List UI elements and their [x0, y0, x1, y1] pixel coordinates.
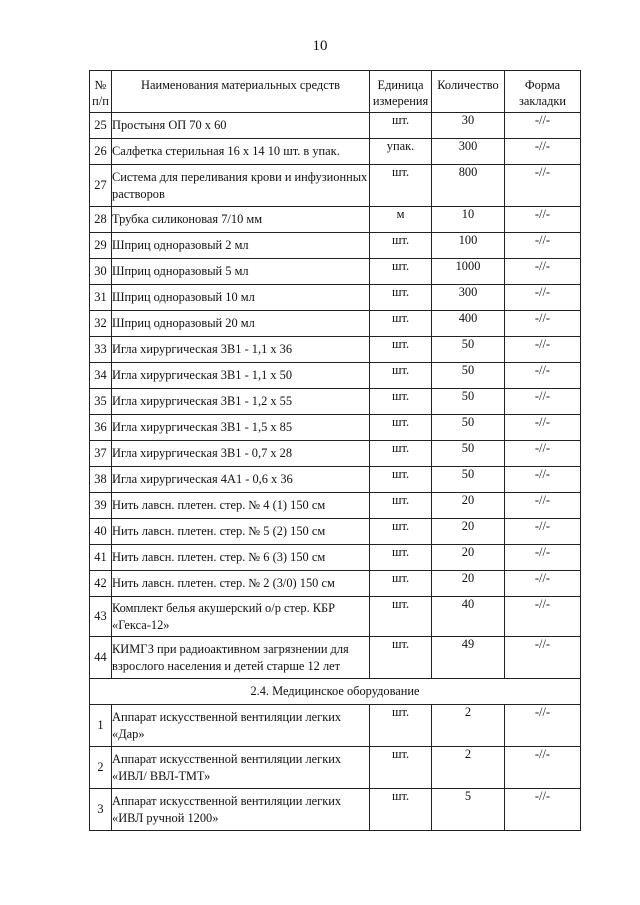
cell-name: Игла хирургическая 3В1 - 1,5 х 85: [112, 415, 370, 441]
cell-form: -//-: [505, 467, 581, 493]
cell-qty: 300: [432, 139, 505, 165]
header-unit: Единица измерения: [370, 71, 432, 113]
cell-unit: шт.: [370, 285, 432, 311]
cell-num: 40: [90, 519, 112, 545]
table-row: [90, 637, 581, 679]
table-row: [90, 337, 581, 363]
table-row: [90, 789, 581, 831]
cell-name: Игла хирургическая 3В1 - 0,7 х 28: [112, 441, 370, 467]
table-row: [90, 597, 581, 637]
table-row: [90, 747, 581, 789]
cell-qty: 50: [432, 415, 505, 441]
cell-form: -//-: [505, 545, 581, 571]
cell-name: Шприц одноразовый 5 мл: [112, 259, 370, 285]
table-row: [90, 363, 581, 389]
header-qty: Количество: [432, 71, 505, 113]
cell-qty: 50: [432, 337, 505, 363]
cell-unit: шт.: [370, 467, 432, 493]
cell-unit: шт.: [370, 637, 432, 679]
cell-form: -//-: [505, 311, 581, 337]
cell-num: 37: [90, 441, 112, 467]
table-row: [90, 493, 581, 519]
cell-form: -//-: [505, 637, 581, 679]
cell-qty: 40: [432, 597, 505, 637]
cell-form: -//-: [505, 207, 581, 233]
table-row: [90, 545, 581, 571]
cell-num: 36: [90, 415, 112, 441]
cell-name: Игла хирургическая 4А1 - 0,6 х 36: [112, 467, 370, 493]
cell-unit: шт.: [370, 363, 432, 389]
table-row: [90, 311, 581, 337]
cell-unit: шт.: [370, 493, 432, 519]
cell-num: 27: [90, 165, 112, 207]
cell-name: Аппарат искусственной вентиляции легких «Дар»: [112, 705, 370, 747]
cell-qty: 50: [432, 363, 505, 389]
cell-name: Аппарат искусственной вентиляции легких «ИВЛ/ ВВЛ-ТМТ»: [112, 747, 370, 789]
cell-unit: шт.: [370, 747, 432, 789]
cell-unit: шт.: [370, 113, 432, 139]
table-row: [90, 285, 581, 311]
cell-num: 43: [90, 597, 112, 637]
cell-num: 25: [90, 113, 112, 139]
cell-form: -//-: [505, 139, 581, 165]
cell-form: -//-: [505, 789, 581, 831]
cell-unit: шт.: [370, 165, 432, 207]
table-body: [90, 113, 581, 831]
table-row: [90, 415, 581, 441]
cell-num: 1: [90, 705, 112, 747]
cell-name: Шприц одноразовый 2 мл: [112, 233, 370, 259]
cell-unit: шт.: [370, 441, 432, 467]
table-row: [90, 519, 581, 545]
cell-num: 33: [90, 337, 112, 363]
cell-name: Нить лавсн. плетен. стер. № 4 (1) 150 см: [112, 493, 370, 519]
cell-form: -//-: [505, 285, 581, 311]
cell-form: -//-: [505, 597, 581, 637]
cell-qty: 30: [432, 113, 505, 139]
cell-name: Нить лавсн. плетен. стер. № 6 (3) 150 см: [112, 545, 370, 571]
cell-qty: 50: [432, 441, 505, 467]
cell-num: 39: [90, 493, 112, 519]
table-row: [90, 233, 581, 259]
table-row: [90, 207, 581, 233]
cell-unit: м: [370, 207, 432, 233]
cell-form: -//-: [505, 493, 581, 519]
cell-name: Нить лавсн. плетен. стер. № 2 (3/0) 150 см: [112, 571, 370, 597]
cell-form: -//-: [505, 363, 581, 389]
cell-unit: шт.: [370, 311, 432, 337]
cell-num: 30: [90, 259, 112, 285]
section-title: 2.4. Медицинское оборудование: [90, 679, 581, 705]
cell-qty: 50: [432, 389, 505, 415]
table-row: [90, 389, 581, 415]
cell-name: Простыня ОП 70 х 60: [112, 113, 370, 139]
cell-unit: шт.: [370, 389, 432, 415]
cell-form: -//-: [505, 747, 581, 789]
cell-qty: 2: [432, 747, 505, 789]
cell-num: 34: [90, 363, 112, 389]
cell-name: Комплект белья акушерский о/р стер. КБР «Гекса-12»: [112, 597, 370, 637]
cell-num: 28: [90, 207, 112, 233]
cell-unit: шт.: [370, 259, 432, 285]
cell-name: Игла хирургическая 3В1 - 1,1 х 36: [112, 337, 370, 363]
table-row: [90, 113, 581, 139]
cell-unit: шт.: [370, 415, 432, 441]
cell-name: Шприц одноразовый 10 мл: [112, 285, 370, 311]
cell-qty: 50: [432, 467, 505, 493]
cell-qty: 5: [432, 789, 505, 831]
table-row: [90, 139, 581, 165]
cell-num: 38: [90, 467, 112, 493]
cell-form: -//-: [505, 571, 581, 597]
cell-qty: 800: [432, 165, 505, 207]
cell-name: Шприц одноразовый 20 мл: [112, 311, 370, 337]
cell-qty: 300: [432, 285, 505, 311]
cell-name: Трубка силиконовая 7/10 мм: [112, 207, 370, 233]
table-row: [90, 165, 581, 207]
page-number: 10: [312, 38, 328, 54]
cell-form: -//-: [505, 259, 581, 285]
cell-qty: 20: [432, 545, 505, 571]
cell-qty: 2: [432, 705, 505, 747]
cell-form: -//-: [505, 233, 581, 259]
cell-num: 26: [90, 139, 112, 165]
cell-num: 3: [90, 789, 112, 831]
cell-name: Игла хирургическая 3В1 - 1,1 х 50: [112, 363, 370, 389]
cell-unit: упак.: [370, 139, 432, 165]
header-num: № п/п: [90, 71, 112, 113]
cell-num: 42: [90, 571, 112, 597]
cell-qty: 1000: [432, 259, 505, 285]
cell-form: -//-: [505, 705, 581, 747]
table-row: [90, 467, 581, 493]
cell-form: -//-: [505, 389, 581, 415]
cell-qty: 400: [432, 311, 505, 337]
cell-unit: шт.: [370, 233, 432, 259]
cell-unit: шт.: [370, 545, 432, 571]
cell-unit: шт.: [370, 705, 432, 747]
header-form: Форма закладки: [505, 71, 581, 113]
cell-form: -//-: [505, 519, 581, 545]
cell-num: 44: [90, 637, 112, 679]
cell-form: -//-: [505, 113, 581, 139]
cell-num: 31: [90, 285, 112, 311]
cell-num: 41: [90, 545, 112, 571]
cell-name: Салфетка стерильная 16 х 14 10 шт. в упак.: [112, 139, 370, 165]
cell-qty: 100: [432, 233, 505, 259]
table-row: [90, 259, 581, 285]
cell-unit: шт.: [370, 571, 432, 597]
cell-num: 35: [90, 389, 112, 415]
cell-qty: 20: [432, 519, 505, 545]
table-row: [90, 571, 581, 597]
cell-unit: шт.: [370, 597, 432, 637]
cell-qty: 20: [432, 571, 505, 597]
cell-name: Аппарат искусственной вентиляции легких «ИВЛ ручной 1200»: [112, 789, 370, 831]
cell-name: Система для переливания крови и инфузионных растворов: [112, 165, 370, 207]
cell-name: Игла хирургическая 3В1 - 1,2 х 55: [112, 389, 370, 415]
cell-num: 32: [90, 311, 112, 337]
cell-name: Нить лавсн. плетен. стер. № 5 (2) 150 см: [112, 519, 370, 545]
cell-qty: 10: [432, 207, 505, 233]
table-header: [90, 71, 581, 113]
cell-form: -//-: [505, 415, 581, 441]
materials-table: [89, 70, 581, 831]
cell-name: КИМГЗ при радиоактивном загрязнении для взрослого населения и детей старше 12 лет: [112, 637, 370, 679]
cell-unit: шт.: [370, 519, 432, 545]
header-name: Наименования материальных средств: [112, 71, 370, 113]
cell-qty: 20: [432, 493, 505, 519]
section-row: [90, 679, 581, 705]
cell-form: -//-: [505, 165, 581, 207]
cell-num: 29: [90, 233, 112, 259]
cell-form: -//-: [505, 337, 581, 363]
table-row: [90, 441, 581, 467]
cell-form: -//-: [505, 441, 581, 467]
table-row: [90, 705, 581, 747]
cell-unit: шт.: [370, 789, 432, 831]
cell-num: 2: [90, 747, 112, 789]
cell-unit: шт.: [370, 337, 432, 363]
cell-qty: 49: [432, 637, 505, 679]
